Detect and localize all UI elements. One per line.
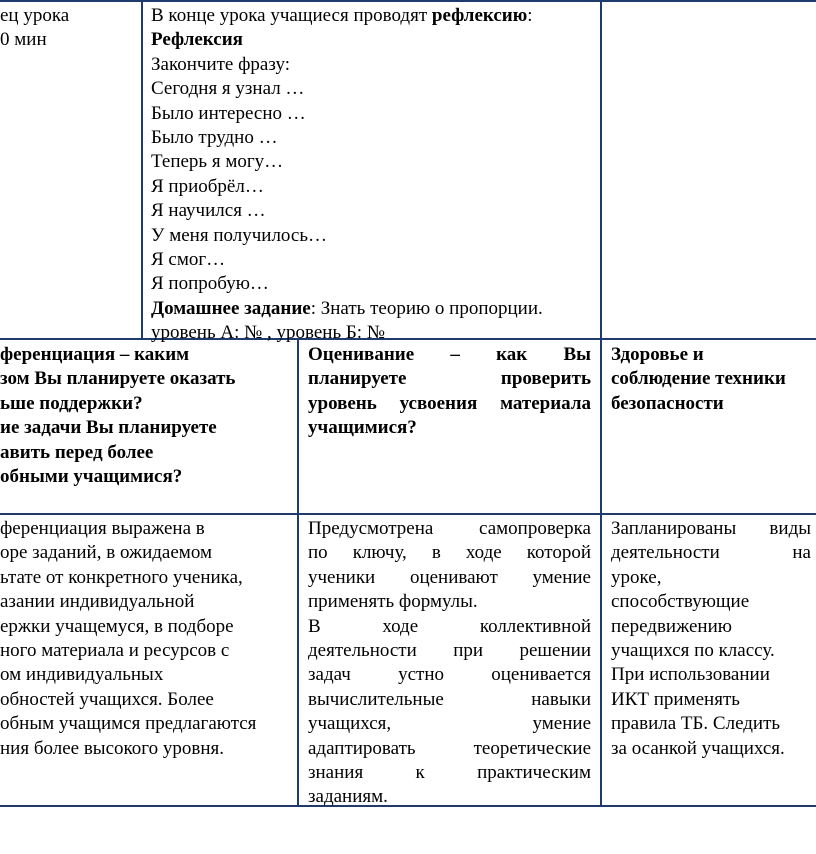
table-border-row2: [0, 513, 816, 515]
table-border-col-a: [141, 0, 143, 340]
reflection-phrase: Я приобрёл…: [151, 175, 264, 197]
differentiation-details: ференциация выражена в оре заданий, в ожидаемом ьтате от конкретного ученика, азании индивидуальной ержки учащемуся, в подборе ного материала и ресурсов с ом индивидуальных обностей учащихся. Более обным учащимся предлагаются ния более высокого уровня.: [0, 518, 257, 759]
assessment-details: Предусмотрена самопроверка по ключу, в ходе которой ученики оценивают умение применять формулы. В ходе коллективной деятельности при решении задач устно оценивается вычислительные навыки учащихся, умение адаптировать теоретические знания к практическим заданиям.: [308, 518, 591, 808]
reflection-phrase: Было трудно …: [151, 126, 278, 148]
table-border-top: [0, 0, 816, 2]
assessment-header: Оценивание – как Вы планируете проверить уровень усвоения материала учащимися?: [308, 344, 591, 439]
homework-label: Домашнее задание: [151, 297, 311, 319]
reflection-phrase: Я научился …: [151, 200, 266, 222]
reflection-keyword: рефлексию: [431, 5, 528, 26]
reflection-prompt: Закончите фразу:: [151, 53, 290, 75]
reflection-phrase: Я попробую…: [151, 273, 269, 295]
reflection-phrase: У меня получилось…: [151, 224, 327, 246]
lesson-content-cell: [151, 4, 596, 345]
table-border-col-d: [600, 338, 602, 807]
reflection-heading: Рефлексия: [151, 29, 243, 51]
lesson-stage-label: ец урока: [0, 5, 70, 26]
differentiation-header: ференциация – каким зом Вы планируете оказать ьше поддержки? ие задачи Вы планируете авить перед более обными учащимися?: [0, 344, 236, 487]
lesson-stage-duration: 0 мин: [0, 29, 47, 51]
reflection-phrase: Теперь я могу…: [151, 151, 284, 173]
reflection-phrase: Сегодня я узнал …: [151, 78, 305, 100]
lesson-stage-cell: [0, 4, 136, 53]
health-safety-details: Запланированы виды деятельности на уроке, способствующие передвижению учащихся по классу. При использовании ИКТ применять правила ТБ. Следить за осанкой учащихся.: [611, 518, 811, 759]
table-border-col-b: [600, 0, 602, 340]
reflection-intro: В конце урока учащиеся проводят рефлексию:: [151, 5, 533, 26]
homework-levels: уровень А: № , уровень Б: №: [151, 322, 385, 344]
table-border-col-c: [297, 338, 299, 807]
health-safety-header: Здоровье и соблюдение техники безопасности: [611, 344, 786, 414]
resources-cell: [606, 4, 812, 334]
homework-line: Домашнее задание: Знать теорию о пропорции.: [151, 297, 543, 319]
reflection-phrase: Было интересно …: [151, 102, 306, 124]
reflection-phrase: Я смог…: [151, 248, 226, 270]
